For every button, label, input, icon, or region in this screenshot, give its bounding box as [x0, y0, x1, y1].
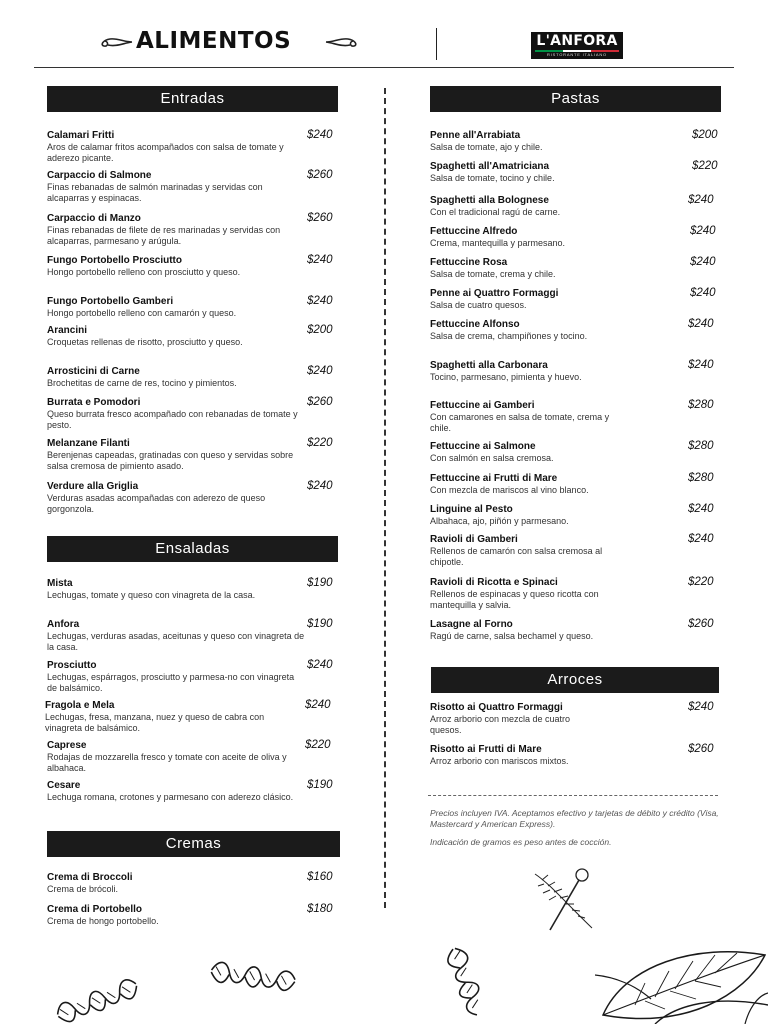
item-name: Arancini	[47, 325, 88, 336]
item-name: Fettuccine ai Salmone	[430, 441, 536, 452]
menu-item	[430, 161, 727, 184]
menu-item	[430, 504, 727, 527]
item-name: Cesare	[47, 780, 81, 791]
item-name: Arrosticini di Carne	[47, 366, 140, 377]
header-divider	[436, 28, 437, 60]
menu-item	[47, 213, 342, 246]
item-name: Prosciutto	[47, 660, 97, 671]
item-description: Salsa de tomate, crema y chile.	[430, 269, 556, 279]
payment-note: Precios incluyen IVA. Aceptamos efectivo y tarjetas de débito y crédito (Visa, Mastercard y American Express).	[430, 808, 719, 829]
item-description: Aros de calamar fritos acompañados con salsa de tomate y aderezo picante.	[47, 142, 284, 163]
item-description: Salsa de crema, champiñones y tocino.	[430, 331, 588, 341]
brand-logo-text: L'ANFORA	[536, 33, 618, 49]
item-name: Burrata e Pomodori	[47, 397, 141, 408]
menu-item	[47, 578, 342, 601]
menu-item	[430, 619, 727, 642]
menu-item	[47, 619, 342, 652]
item-price: $260	[307, 396, 333, 408]
section-header-ensaladas: Ensaladas	[47, 536, 338, 562]
menu-item	[430, 360, 727, 383]
menu-item	[47, 438, 342, 471]
section-header-cremas: Cremas	[47, 831, 340, 857]
item-name: Spaghetti alla Carbonara	[430, 360, 548, 371]
item-description: Arroz arborio con mezcla de cuatro quesos.	[430, 714, 571, 735]
section-header-arroces: Arroces	[431, 667, 719, 693]
menu-item	[430, 534, 727, 567]
item-price: $240	[307, 659, 333, 671]
item-name: Crema di Portobello	[47, 904, 143, 915]
item-description: Crema de brócoli.	[47, 884, 119, 894]
item-description: Rodajas de mozzarella fresco y tomate con aceite de oliva y albahaca.	[47, 752, 287, 773]
menu-item	[47, 296, 342, 319]
menu-item	[47, 366, 342, 389]
menu-item	[430, 441, 727, 464]
item-name: Spaghetti all'Amatriciana	[430, 161, 550, 172]
item-description: Con el tradicional ragú de carne.	[430, 207, 561, 217]
menu-item	[430, 744, 727, 767]
item-price: $160	[307, 871, 333, 883]
item-description: Hongo portobello relleno con prosciutto y queso.	[47, 267, 241, 277]
item-price: $260	[307, 212, 333, 224]
item-price: $190	[307, 779, 333, 791]
item-description: Con camarones en salsa de tomate, crema y chile.	[430, 412, 610, 433]
item-name: Verdure alla Griglia	[47, 481, 139, 492]
item-price: $240	[307, 129, 333, 141]
item-name: Lasagne al Forno	[430, 619, 513, 630]
item-price: $260	[307, 169, 333, 181]
menu-item	[47, 170, 342, 203]
menu-item	[47, 481, 342, 514]
section-header-pastas: Pastas	[430, 86, 721, 112]
menu-item	[430, 130, 727, 153]
item-description: Verduras asadas acompañadas con aderezo de queso gorgonzola.	[47, 493, 266, 514]
item-price: $280	[688, 472, 714, 484]
item-name: Mista	[47, 578, 73, 589]
item-price: $260	[688, 618, 714, 630]
notes-divider	[428, 795, 718, 796]
item-price: $220	[305, 739, 331, 751]
item-name: Penne ai Quattro Formaggi	[430, 288, 559, 299]
item-price: $280	[688, 399, 714, 411]
menu-item	[430, 226, 727, 249]
item-price: $240	[307, 295, 333, 307]
fusilli-pasta-illustration-icon	[430, 940, 500, 1024]
item-price: $220	[688, 576, 714, 588]
item-name: Risotto ai Quattro Formaggi	[430, 702, 563, 713]
item-price: $240	[305, 699, 331, 711]
item-description: Lechugas, tomate y queso con vinagreta de la casa.	[47, 590, 256, 600]
menu-item	[430, 577, 727, 610]
menu-header	[0, 0, 768, 70]
item-name: Risotto ai Frutti di Mare	[430, 744, 542, 755]
item-description: Lechugas, espárragos, prosciutto y parmesa-no con vinagreta de balsámico.	[47, 672, 295, 693]
item-description: Lechugas, verduras asadas, aceitunas y queso con vinagreta de la casa.	[47, 631, 305, 652]
item-price: $240	[307, 480, 333, 492]
menu-item	[47, 904, 342, 927]
item-name: Fettuccine ai Frutti di Mare	[430, 473, 558, 484]
item-description: Finas rebanadas de salmón marinadas y servidas con alcaparras y espinacas.	[47, 182, 263, 203]
item-name: Melanzane Filanti	[47, 438, 130, 449]
item-price: $240	[690, 256, 716, 268]
item-description: Con mezcla de mariscos al vino blanco.	[430, 485, 589, 495]
item-description: Lechugas, fresa, manzana, nuez y queso de cabra con vinagreta de balsámico.	[45, 712, 265, 733]
item-name: Penne all'Arrabiata	[430, 130, 521, 141]
fusilli-pasta-illustration-icon	[50, 970, 145, 1024]
item-price: $200	[307, 324, 333, 336]
menu-item	[45, 700, 340, 733]
menu-item	[47, 780, 342, 803]
item-description: Arroz arborio con mariscos mixtos.	[430, 756, 569, 766]
item-price: $220	[692, 160, 718, 172]
item-description: Brochetitas de carne de res, tocino y pimientos.	[47, 378, 237, 388]
item-price: $240	[688, 503, 714, 515]
fusilli-pasta-illustration-icon	[207, 952, 302, 1002]
item-description: Tocino, parmesano, pimienta y huevo.	[430, 372, 582, 382]
brand-logo	[531, 32, 623, 59]
header-rule	[34, 67, 734, 68]
item-price: $200	[692, 129, 718, 141]
item-price: $240	[688, 701, 714, 713]
item-description: Queso burrata fresco acompañado con rebanadas de tomate y pesto.	[47, 409, 298, 430]
item-price: $280	[688, 440, 714, 452]
item-price: $240	[688, 194, 714, 206]
menu-item	[47, 130, 342, 163]
item-price: $190	[307, 618, 333, 630]
item-name: Anfora	[47, 619, 80, 630]
item-name: Fragola e Mela	[45, 700, 115, 711]
item-description: Ragú de carne, salsa bechamel y queso.	[430, 631, 594, 641]
leaves-illustration-icon	[595, 935, 768, 1024]
item-price: $240	[688, 533, 714, 545]
item-name: Carpaccio di Salmone	[47, 170, 152, 181]
item-description: Rellenos de camarón con salsa cremosa al chipotle.	[430, 546, 603, 567]
menu-item	[47, 872, 342, 895]
menu-item	[430, 319, 727, 342]
item-description: Hongo portobello relleno con camarón y queso.	[47, 308, 237, 318]
menu-item	[430, 195, 727, 218]
item-name: Fettuccine Rosa	[430, 257, 508, 268]
grams-note: Indicación de gramos es peso antes de cocción.	[430, 837, 612, 847]
item-name: Linguine al Pesto	[430, 504, 513, 515]
item-description: Salsa de tomate, tocino y chile.	[430, 173, 555, 183]
item-price: $190	[307, 577, 333, 589]
menu-item	[47, 325, 342, 348]
menu-item	[430, 257, 727, 280]
menu-item	[47, 255, 342, 278]
item-name: Crema di Broccoli	[47, 872, 133, 883]
column-divider	[384, 88, 386, 908]
menu-item	[47, 660, 342, 693]
item-description: Berenjenas capeadas, gratinadas con queso y servidas sobre salsa cremosa de pimiento asado.	[47, 450, 294, 471]
item-price: $240	[688, 359, 714, 371]
item-price: $240	[690, 225, 716, 237]
herb-spoon-illustration-icon	[530, 862, 600, 934]
menu-item	[47, 397, 342, 430]
section-header-entradas: Entradas	[47, 86, 338, 112]
item-name: Fettuccine ai Gamberi	[430, 400, 535, 411]
item-price: $240	[690, 287, 716, 299]
menu-item	[430, 400, 727, 433]
menu-item	[430, 288, 727, 311]
menu-item	[430, 702, 727, 735]
item-description: Salsa de tomate, ajo y chile.	[430, 142, 543, 152]
item-description: Croquetas rellenas de risotto, prosciutto y queso.	[47, 337, 243, 347]
item-price: $240	[688, 318, 714, 330]
item-price: $240	[307, 365, 333, 377]
page-title: ALIMENTOS	[136, 28, 292, 54]
title-group	[96, 26, 366, 62]
item-description: Con salmón en salsa cremosa.	[430, 453, 554, 463]
item-name: Fettuccine Alfredo	[430, 226, 518, 237]
item-description: Rellenos de espinacas y queso ricotta con mantequilla y salvia.	[430, 589, 599, 610]
item-description: Lechuga romana, crotones y parmesano con aderezo clásico.	[47, 792, 294, 802]
item-name: Carpaccio di Manzo	[47, 213, 141, 224]
item-name: Fettuccine Alfonso	[430, 319, 520, 330]
menu-item	[47, 740, 342, 773]
item-description: Crema, mantequilla y parmesano.	[430, 238, 566, 248]
item-description: Finas rebanadas de filete de res marinadas y servidas con alcaparras, parmesano y arúgula.	[47, 225, 281, 246]
item-name: Calamari Fritti	[47, 130, 115, 141]
item-description: Crema de hongo portobello.	[47, 916, 159, 926]
brand-logo-subtitle: RISTORANTE ITALIANO	[547, 52, 607, 57]
item-name: Ravioli di Gamberi	[430, 534, 518, 545]
item-name: Spaghetti alla Bolognese	[430, 195, 549, 206]
left-ornament-icon	[96, 35, 134, 49]
menu-item	[430, 473, 727, 496]
item-description: Albahaca, ajo, piñón y parmesano.	[430, 516, 569, 526]
item-name: Caprese	[47, 740, 87, 751]
item-description: Salsa de cuatro quesos.	[430, 300, 527, 310]
item-price: $180	[307, 903, 333, 915]
item-name: Fungo Portobello Gamberi	[47, 296, 174, 307]
item-price: $260	[688, 743, 714, 755]
item-price: $220	[307, 437, 333, 449]
item-name: Ravioli di Ricotta e Spinaci	[430, 577, 558, 588]
right-ornament-icon	[324, 35, 362, 49]
item-name: Fungo Portobello Prosciutto	[47, 255, 182, 266]
item-price: $240	[307, 254, 333, 266]
